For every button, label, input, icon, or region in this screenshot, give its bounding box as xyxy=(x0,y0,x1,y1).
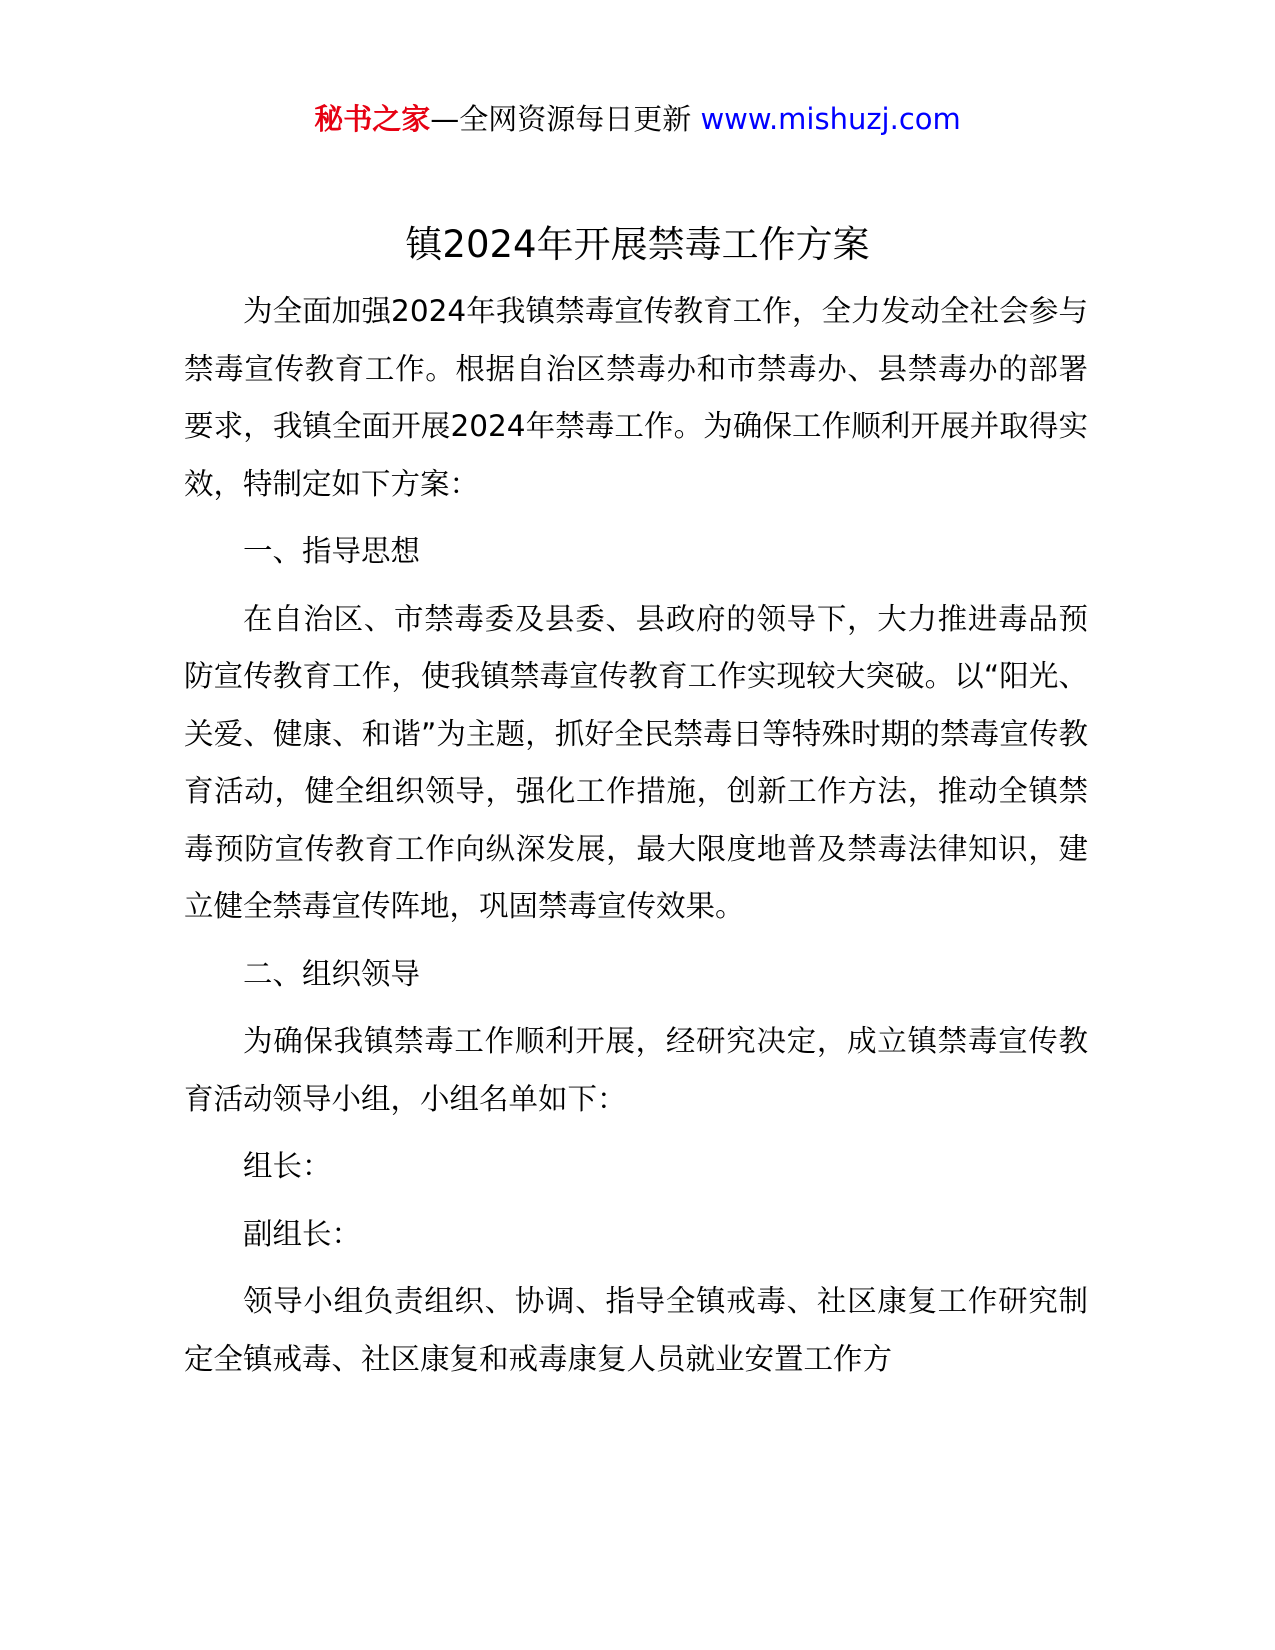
site-header xyxy=(0,96,1275,142)
document-body xyxy=(184,283,1088,1398)
deputy-leader-line: 副组长： xyxy=(243,1216,362,1251)
section-heading-organization: 二、组织领导 xyxy=(243,956,421,991)
document-title: 镇2024年开展禁毒工作方案 xyxy=(405,223,870,266)
guiding-ideology-paragraph: 在自治区、市禁毒委及县委、县政府的领导下，大力推进毒品预防宣传教育工作，使我镇禁毒宣传教育工作实现较大突破。以“阳光、关爱、健康、和谐”为主题，抓好全民禁毒日等特殊时期的禁毒宣传教育活动，健全组织领导，强化工作措施，创新工作方法，推动全镇禁毒预防宣传教育工作向纵深发展，最大限度地普及禁毒法律知识，建立健全禁毒宣传阵地，巩固禁毒宣传效果。 xyxy=(184,601,1088,923)
organization-paragraph: 为确保我镇禁毒工作顺利开展，经研究决定，成立镇禁毒宣传教育活动领导小组，小组名单如下： xyxy=(184,1024,1088,1116)
site-brand: 秘书之家 xyxy=(314,102,431,136)
site-tagline: —全网资源每日更新 xyxy=(430,102,701,136)
site-url-link[interactable]: www.mishuzj.com xyxy=(700,102,961,136)
group-leader-line: 组长： xyxy=(243,1149,332,1183)
section-heading-guiding-ideology: 一、指导思想 xyxy=(243,534,421,568)
responsibility-paragraph: 领导小组负责组织、协调、指导全镇戒毒、社区康复工作研究制定全镇戒毒、社区康复和戒毒康复人员就业安置工作方 xyxy=(184,1284,1088,1376)
intro-paragraph: 为全面加强2024年我镇禁毒宣传教育工作，全力发动全社会参与禁毒宣传教育工作。根据自治区禁毒办和市禁毒办、县禁毒办的部署要求，我镇全面开展2024年禁毒工作。为确保工作顺利开展并取得实效，特制定如下方案： xyxy=(184,294,1088,501)
